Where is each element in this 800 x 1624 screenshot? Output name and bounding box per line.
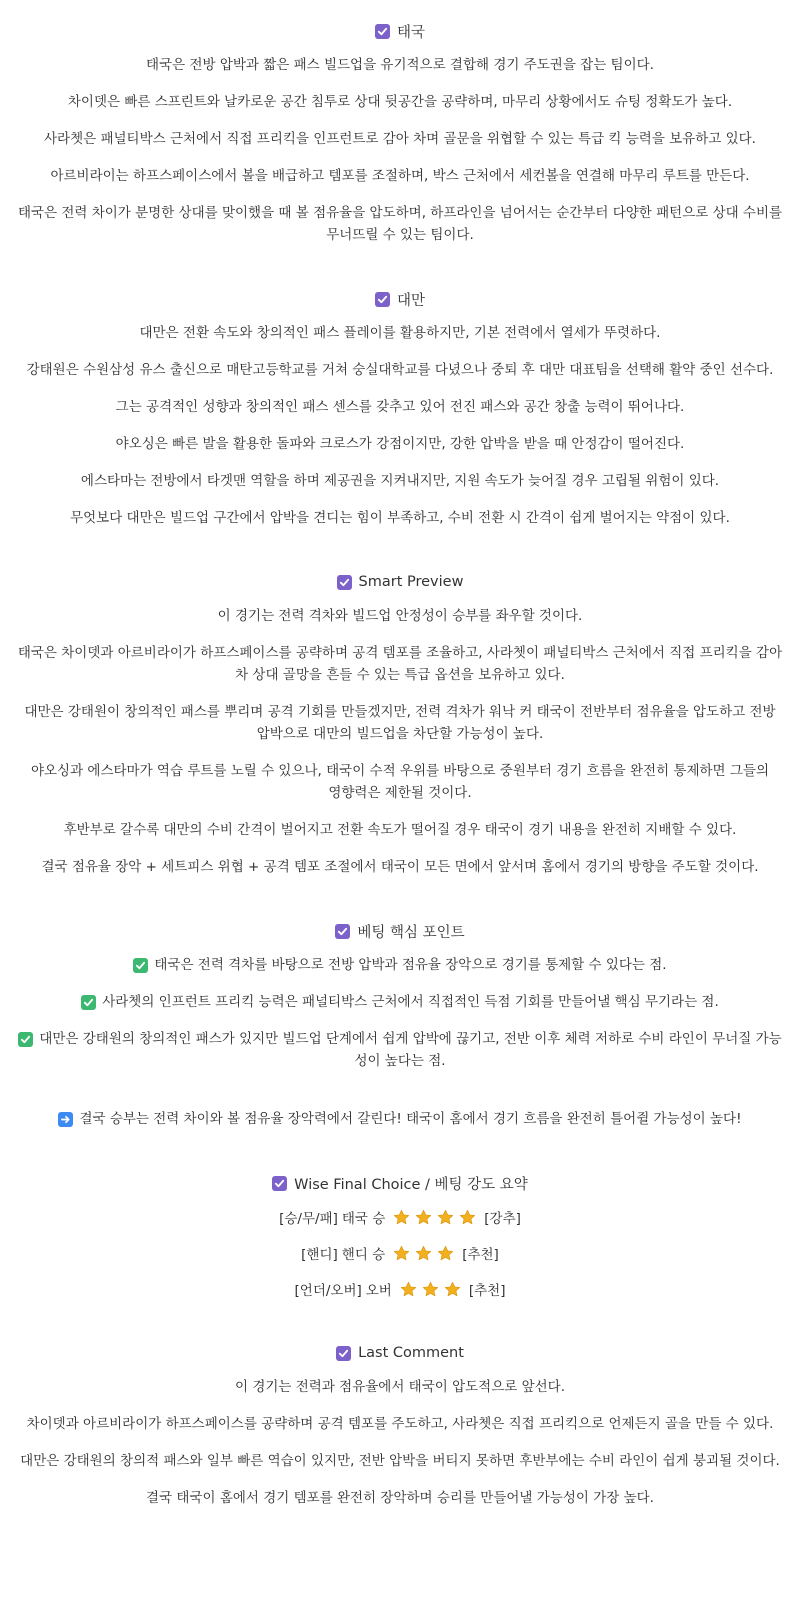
pick-selection: 태국 승	[341, 1211, 386, 1227]
pick-market: [핸디]	[301, 1247, 338, 1263]
star-icon	[393, 1245, 410, 1262]
section-last-comment	[0, 1340, 800, 1509]
star-icon	[415, 1209, 432, 1226]
pick-row	[0, 1242, 800, 1264]
star-icon	[415, 1245, 432, 1262]
green-check-icon	[133, 958, 148, 973]
section-heading-text: 대만	[396, 292, 425, 309]
pick-row	[0, 1278, 800, 1300]
paragraph: 강태원은 수원삼성 유스 출신으로 매탄고등학교를 거쳐 숭실대학교를 다녔으나 중퇴 후 대만 대표팀을 선택해 활약 중인 선수다.	[26, 362, 774, 378]
pick-grade: [추천]	[468, 1283, 506, 1299]
paragraph: 에스타마는 전방에서 타겟맨 역할을 하며 제공권을 지켜내지만, 지원 속도가 늦어질 경우 고립될 위험이 있다.	[80, 473, 720, 489]
paragraph: 이 경기는 전력과 점유율에서 태국이 압도적으로 앞선다.	[235, 1379, 565, 1395]
paragraph: 태국은 차이뎃과 아르비라이가 하프스페이스를 공략하며 공격 템포를 조율하고, 사라쳇이 패널티박스 근처에서 직접 프리킥을 감아 차 상대 골망을 흔들 수 있는 특급 옵션을 보유하고 있다.	[17, 645, 783, 683]
check-mark-icon	[336, 1346, 351, 1361]
section-heading	[0, 918, 800, 944]
key-point	[14, 991, 786, 1013]
check-mark-icon	[337, 575, 352, 590]
star-rating	[393, 1209, 476, 1226]
star-icon	[437, 1209, 454, 1226]
green-check-icon	[81, 995, 96, 1010]
paragraph: 결국 태국이 홈에서 경기 템포를 완전히 장악하며 승리를 만들어낼 가능성이 가장 높다.	[146, 1490, 654, 1506]
key-point	[14, 954, 786, 976]
pick-selection: 오버	[365, 1283, 392, 1299]
star-icon	[437, 1245, 454, 1262]
check-mark-icon	[272, 1176, 287, 1191]
key-point	[14, 1028, 786, 1072]
paragraph: 야오싱은 빠른 발을 활용한 돌파와 크로스가 강점이지만, 강한 압박을 받을 때 안정감이 떨어진다.	[115, 436, 685, 452]
conclusion	[0, 1108, 800, 1130]
pick-market: [승/무/패]	[279, 1211, 338, 1227]
section-heading-text: 베팅 핵심 포인트	[357, 924, 465, 941]
paragraph: 대만은 강태원의 창의적 패스와 일부 빠른 역습이 있지만, 전반 압박을 버티지 못하면 후반부에는 수비 라인이 쉽게 붕괴될 것이다.	[20, 1453, 780, 1469]
key-point-text: 대만은 강태원의 창의적인 패스가 있지만 빌드업 단계에서 쉽게 압박에 끊기고, 전반 이후 체력 저하로 수비 라인이 무너질 가능성이 높다는 점.	[39, 1031, 782, 1069]
star-icon	[444, 1281, 461, 1298]
paragraph: 태국은 전방 압박과 짧은 패스 빌드업을 유기적으로 결합해 경기 주도권을 잡는 팀이다.	[146, 57, 654, 73]
paragraph: 사라쳇은 패널티박스 근처에서 직접 프리킥을 인프런트로 감아 차며 골문을 위협할 수 있는 특급 킥 능력을 보유하고 있다.	[44, 131, 756, 147]
section-heading-text: Last Comment	[358, 1345, 464, 1361]
paragraph: 차이뎃은 빠른 스프린트와 날카로운 공간 침투로 상대 뒷공간을 공략하며, 마무리 상황에서도 슈팅 정확도가 높다.	[67, 94, 733, 110]
section-heading-text: 태국	[396, 24, 425, 41]
section-heading	[0, 18, 800, 44]
section-heading	[0, 286, 800, 312]
pick-market: [언더/오버]	[294, 1283, 362, 1299]
section-heading	[0, 1340, 800, 1366]
section-heading	[0, 569, 800, 595]
star-icon	[459, 1209, 476, 1226]
key-point-text: 태국은 전력 격차를 바탕으로 전방 압박과 점유율 장악으로 경기를 통제할 수 있다는 점.	[154, 957, 667, 973]
paragraph: 대만은 전환 속도와 창의적인 패스 플레이를 활용하지만, 기본 전력에서 열세가 뚜렷하다.	[139, 325, 661, 341]
pick-grade: [추천]	[462, 1247, 499, 1263]
check-mark-icon	[335, 924, 350, 939]
paragraph: 야오싱과 에스타마가 역습 루트를 노릴 수 있으나, 태국이 수적 우위를 바탕으로 중원부터 경기 흐름을 완전히 통제하면 그들의 영향력은 제한될 것이다.	[30, 763, 770, 801]
check-mark-icon	[375, 24, 390, 39]
paragraph: 대만은 강태원이 창의적인 패스를 뿌리며 공격 기회를 만들겠지만, 전력 격차가 워낙 커 태국이 전반부터 점유율을 압도하고 전방 압박으로 대만의 빌드업을 차단할 가능성이 높다.	[24, 704, 776, 742]
star-rating	[400, 1281, 461, 1298]
green-check-icon	[18, 1032, 33, 1047]
paragraph: 차이뎃과 아르비라이가 하프스페이스를 공략하며 공격 템포를 주도하고, 사라쳇은 직접 프리킥으로 언제든지 골을 만들 수 있다.	[26, 1416, 774, 1432]
pick-grade: [강추]	[484, 1211, 521, 1227]
paragraph: 이 경기는 전력 격차와 빌드업 안정성이 승부를 좌우할 것이다.	[217, 608, 583, 624]
section-heading-text: Smart Preview	[358, 574, 464, 590]
section-thailand	[0, 18, 800, 246]
section-smart-preview	[0, 569, 800, 878]
section-heading	[0, 1170, 800, 1196]
paragraph: 그는 공격적인 성향과 창의적인 패스 센스를 갖추고 있어 전진 패스와 공간 창출 능력이 뛰어나다.	[115, 399, 685, 415]
paragraph: 태국은 전력 차이가 분명한 상대를 맞이했을 때 볼 점유율을 압도하며, 하프라인을 넘어서는 순간부터 다양한 패턴으로 상대 수비를 무너뜨릴 수 있는 팀이다.	[17, 205, 783, 243]
star-icon	[393, 1209, 410, 1226]
pick-selection: 핸디 승	[341, 1247, 386, 1263]
pick-list	[0, 1206, 800, 1300]
paragraph: 결국 점유율 장악 + 세트피스 위협 + 공격 템포 조절에서 태국이 모든 면에서 앞서며 홈에서 경기의 방향을 주도할 것이다.	[41, 859, 759, 875]
section-final-choice	[0, 1170, 800, 1300]
star-icon	[400, 1281, 417, 1298]
star-icon	[422, 1281, 439, 1298]
section-betting-points	[0, 918, 800, 1072]
paragraph: 무엇보다 대만은 빌드업 구간에서 압박을 견디는 힘이 부족하고, 수비 전환 시 간격이 쉽게 벌어지는 약점이 있다.	[70, 510, 730, 526]
right-arrow-icon	[58, 1112, 73, 1127]
star-rating	[393, 1245, 454, 1262]
check-mark-icon	[375, 292, 390, 307]
conclusion-text: 결국 승부는 전력 차이와 볼 점유율 장악력에서 갈린다! 태국이 홈에서 경기 흐름을 완전히 틀어쥘 가능성이 높다!	[79, 1111, 742, 1127]
section-taiwan	[0, 286, 800, 529]
section-heading-text: Wise Final Choice / 베팅 강도 요약	[294, 1176, 528, 1193]
pick-row	[0, 1206, 800, 1228]
paragraph: 후반부로 갈수록 대만의 수비 간격이 벌어지고 전환 속도가 떨어질 경우 태국이 경기 내용을 완전히 지배할 수 있다.	[63, 822, 737, 838]
paragraph: 아르비라이는 하프스페이스에서 볼을 배급하고 템포를 조절하며, 박스 근처에서 세컨볼을 연결해 마무리 루트를 만든다.	[50, 168, 750, 184]
key-point-text: 사라쳇의 인프런트 프리킥 능력은 패널티박스 근처에서 직접적인 득점 기회를 만들어낼 핵심 무기라는 점.	[102, 994, 719, 1010]
